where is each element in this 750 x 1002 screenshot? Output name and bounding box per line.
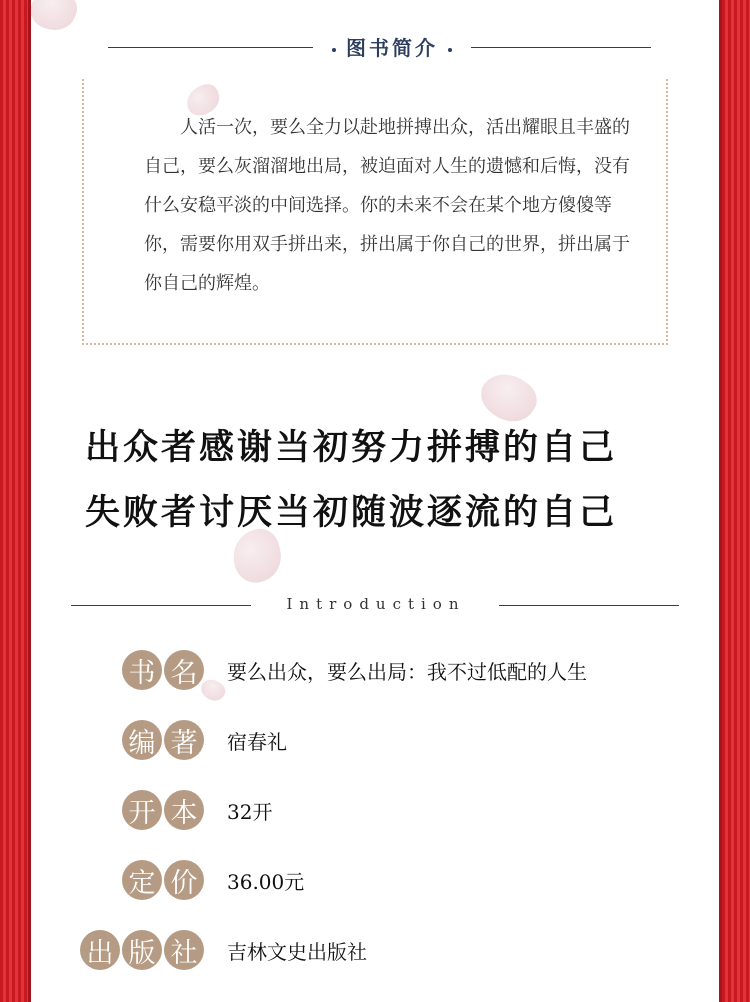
slogan-line-2: 失败者讨厌当初随波逐流的自己 bbox=[85, 492, 618, 533]
detail-row-title bbox=[31, 650, 719, 700]
label-badge: 价 bbox=[164, 860, 204, 900]
format-value: 32开 bbox=[227, 800, 273, 824]
intro-frame bbox=[82, 79, 668, 345]
label-badge: 版 bbox=[122, 930, 162, 970]
book-title-value: 要么出众，要么出局：我不过低配的人生 bbox=[227, 660, 587, 684]
introduction-divider bbox=[31, 590, 719, 620]
author-value: 宿春礼 bbox=[227, 730, 287, 754]
section-title bbox=[313, 32, 471, 61]
publisher-value: 吉林文史出版社 bbox=[227, 940, 367, 964]
label-badges bbox=[122, 860, 204, 900]
content-page bbox=[31, 0, 719, 1002]
label-badge: 开 bbox=[122, 790, 162, 830]
detail-row-price bbox=[31, 860, 719, 910]
divider-line-right bbox=[499, 605, 679, 606]
right-red-border bbox=[722, 0, 750, 1002]
label-badge: 名 bbox=[164, 650, 204, 690]
label-badges bbox=[122, 650, 204, 690]
slogan-line-1: 出众者感谢当初努力拼搏的自己 bbox=[85, 427, 618, 468]
detail-row-format bbox=[31, 790, 719, 840]
label-badges bbox=[122, 790, 204, 830]
label-badge: 本 bbox=[164, 790, 204, 830]
label-badge: 出 bbox=[80, 930, 120, 970]
label-badge: 编 bbox=[122, 720, 162, 760]
header-line-left bbox=[108, 47, 313, 48]
left-red-border bbox=[0, 0, 28, 1002]
price-value: 36.00元 bbox=[227, 870, 305, 894]
intro-paragraph: 人活一次，要么全力以赴地拼搏出众，活出耀眼且丰盛的自己，要么灰溜溜地出局，被迫面对人生的遗憾和后悔，没有什么安稳平淡的中间选择。你的未来不会在某个地方傻傻等你，需要你用双手拼出来，拼出属于你自己的世界，拼出属于你自己的辉煌。 bbox=[144, 117, 630, 294]
dot-icon bbox=[332, 48, 336, 52]
introduction-label: Introduction bbox=[286, 595, 466, 613]
label-badge: 定 bbox=[122, 860, 162, 900]
label-badges bbox=[122, 720, 204, 760]
dot-icon bbox=[448, 48, 452, 52]
book-intro-header bbox=[31, 30, 719, 64]
detail-row-author bbox=[31, 720, 719, 770]
label-badge: 书 bbox=[122, 650, 162, 690]
divider-line-left bbox=[71, 605, 251, 606]
header-line-right bbox=[471, 47, 651, 48]
section-title-text: 图书简介 bbox=[346, 36, 438, 60]
right-border-line bbox=[719, 0, 722, 1002]
detail-row-publisher bbox=[31, 930, 719, 980]
label-badge: 著 bbox=[164, 720, 204, 760]
label-badge: 社 bbox=[164, 930, 204, 970]
label-badges bbox=[80, 930, 204, 970]
